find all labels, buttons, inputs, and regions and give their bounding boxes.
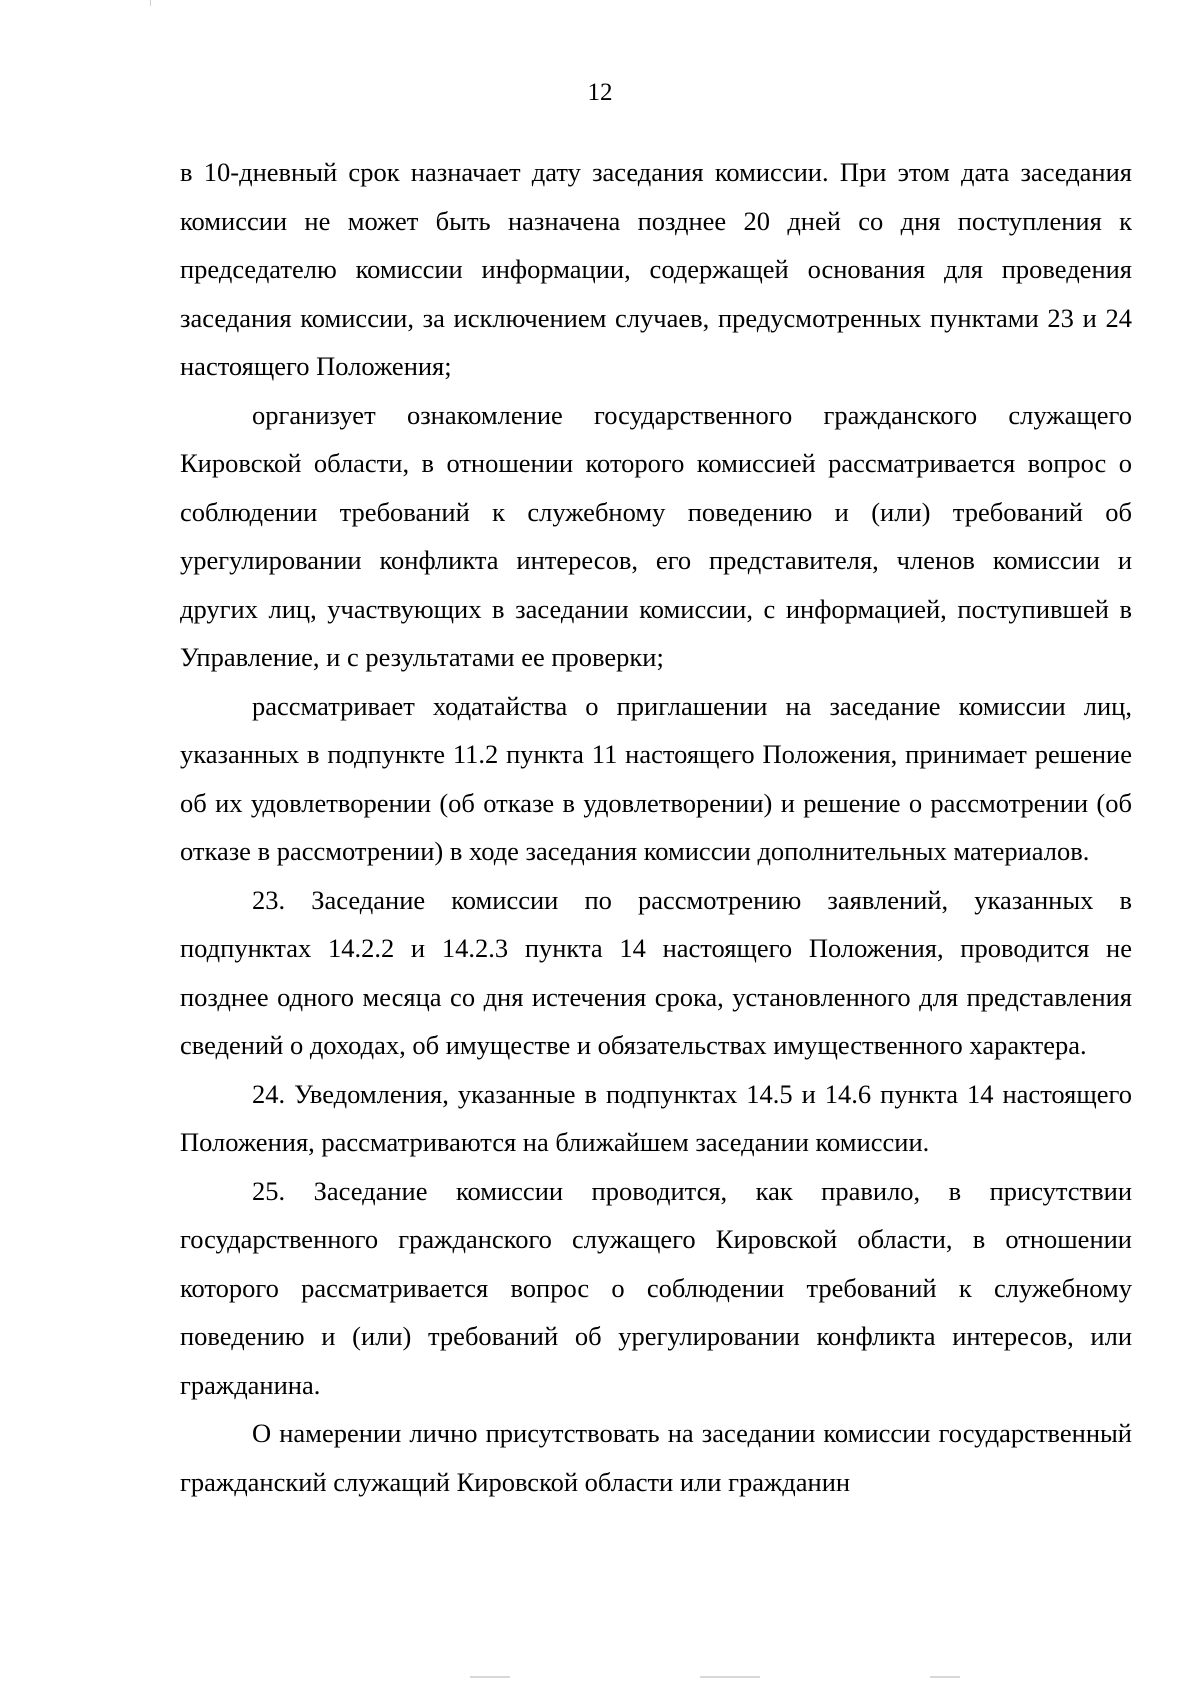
scan-mark-bottom xyxy=(700,1676,760,1678)
paragraph-intention: О намерении лично присутствовать на заседании комиссии государственный гражданский служащий Кировской области или гражданин xyxy=(180,1418,1132,1497)
paragraph-item-25: 25. Заседание комиссии проводится, как правило, в присутствии государственного гражданского служащего Кировской области, в отношении которого рассматривается вопрос о соблюдении требований к служебному поведению и (или) требований об урегулировании конфликта интересов, или гражданина. xyxy=(180,1175,1132,1400)
paragraph-familiarization: организует ознакомление государственного гражданского служащего Кировской области, в отношении которого комиссией рассматривается вопрос о соблюдении требований к служебному поведению и (или) требований об урегулировании конфликта интересов, его представителя, членов комиссии и других лиц, участвующих в заседании комиссии, с информацией, поступившей в Управление, и с результатами ее проверки; xyxy=(180,399,1132,672)
paragraph-continuation: в 10-дневный срок назначает дату заседания комиссии. При этом дата заседания комиссии не может быть назначена позднее 20 дней со дня поступления к председателю комиссии информации, содержащей основания для проведения заседания комиссии, за исключением случаев, предусмотренных пунктами 23 и 24 настоящего Положения; xyxy=(180,157,1132,381)
document-body xyxy=(180,148,1132,1506)
paragraph-petitions: рассматривает ходатайства о приглашении на заседание комиссии лиц, указанных в подпункте 11.2 пункта 11 настоящего Положения, принимает решение об их удовлетворении (об отказе в удовлетворении) и решение о рассмотрении (об отказе в рассмотрении) в ходе заседания комиссии дополнительных материалов. xyxy=(180,690,1132,866)
paragraph-item-24: 24. Уведомления, указанные в подпунктах 14.5 и 14.6 пункта 14 настоящего Положения, рассматриваются на ближайшем заседании комиссии. xyxy=(180,1078,1132,1157)
scan-mark-bottom xyxy=(930,1676,960,1678)
scan-mark-top xyxy=(150,0,151,6)
page-number: 12 xyxy=(587,79,613,106)
paragraph-item-23: 23. Заседание комиссии по рассмотрению заявлений, указанных в подпунктах 14.2.2 и 14.2.3 пункта 14 настоящего Положения, проводится не позднее одного месяца со дня истечения срока, установленного для представления сведений о доходах, об имуществе и обязательствах имущественного характера. xyxy=(180,884,1132,1060)
scan-mark-bottom xyxy=(470,1676,510,1678)
